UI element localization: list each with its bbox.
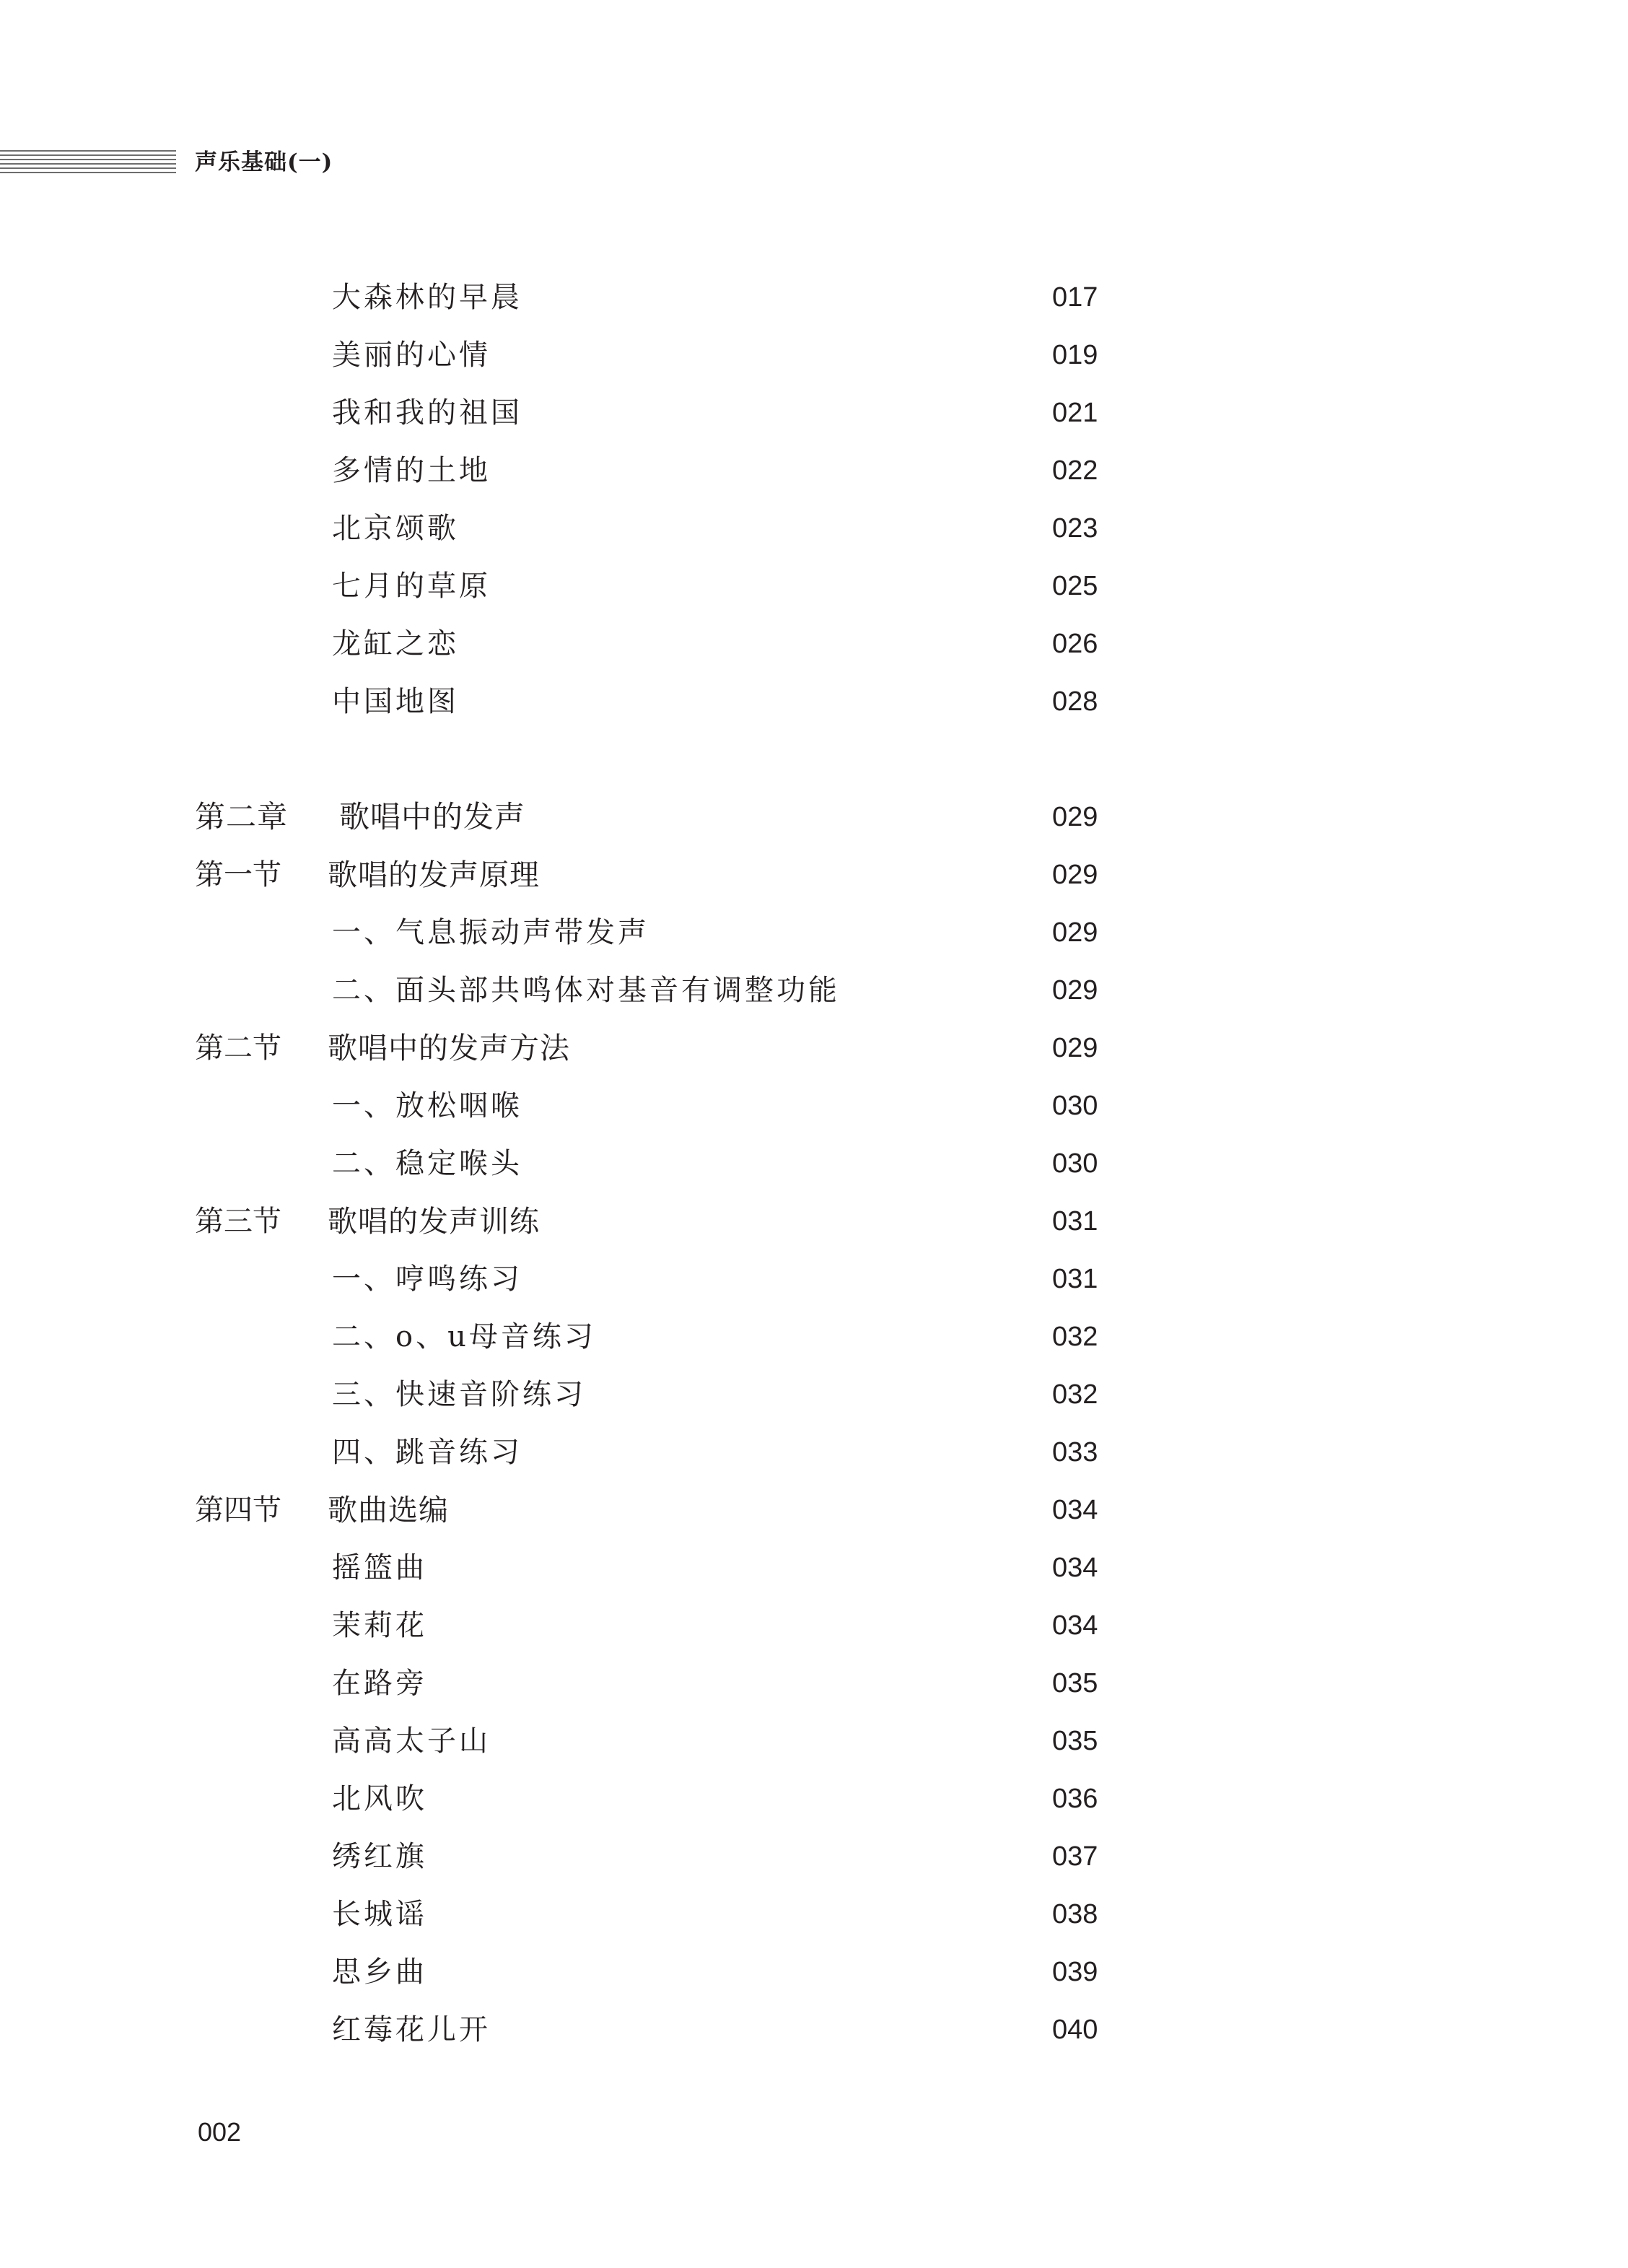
- dot-leader: [596, 1373, 1051, 1416]
- toc-entry-title: 我和我的祖国: [332, 396, 522, 429]
- toc-entry-body: [328, 853, 1108, 897]
- toc-entry-title: 龙缸之恋: [332, 627, 459, 660]
- dot-leader: [501, 564, 1051, 608]
- toc-entry-page: 036: [1052, 1784, 1098, 1814]
- toc-entry-page: 035: [1052, 1668, 1098, 1698]
- toc-entry-title: 多情的土地: [332, 454, 491, 487]
- toc-entry-body: [332, 1084, 1108, 1128]
- toc-entry[interactable]: [0, 1431, 1628, 1474]
- toc-entry[interactable]: [0, 507, 1628, 550]
- running-head: [0, 147, 505, 178]
- toc-entry-page: 031: [1052, 1206, 1098, 1237]
- toc-entry[interactable]: [0, 795, 1628, 839]
- toc-entry-body: [332, 1257, 1108, 1301]
- toc-entry-page: 029: [1052, 917, 1098, 948]
- dot-leader: [469, 507, 1051, 550]
- toc-entry-title: 北风吹: [332, 1782, 427, 1815]
- toc-entry-page: 030: [1052, 1148, 1098, 1179]
- toc-entry-body: [332, 507, 1108, 550]
- dot-leader: [501, 1719, 1051, 1763]
- toc-entry-title: 七月的草原: [332, 570, 491, 603]
- dot-leader: [437, 1777, 1051, 1820]
- dot-leader: [501, 333, 1051, 377]
- toc-entry[interactable]: [0, 911, 1628, 954]
- toc-entry-page: 039: [1052, 1957, 1098, 1987]
- toc-entry-page: 032: [1052, 1322, 1098, 1352]
- dot-leader: [437, 1604, 1051, 1647]
- toc-entry-page: 038: [1052, 1899, 1098, 1929]
- toc-entry-title: 在路旁: [332, 1667, 427, 1700]
- toc-entry-title: 美丽的心情: [332, 339, 491, 372]
- toc-entry-page: 021: [1052, 398, 1098, 428]
- toc-entry-page: 028: [1052, 686, 1098, 717]
- toc-entry-title: 一、哼鸣练习: [332, 1262, 522, 1296]
- toc-entry-page: 035: [1052, 1726, 1098, 1756]
- dot-leader: [501, 449, 1051, 492]
- toc-entry-body: [332, 1893, 1108, 1936]
- toc-entry-title: 二、稳定喉头: [332, 1147, 522, 1180]
- toc-entry-page: 034: [1052, 1495, 1098, 1525]
- section-number: 第四节: [195, 1493, 281, 1527]
- dot-leader: [469, 680, 1051, 723]
- toc-entry-page: 040: [1052, 2015, 1098, 2045]
- toc-entry-title: 一、气息振动声带发声: [332, 916, 649, 949]
- toc-entry-body: [332, 449, 1108, 492]
- dot-leader: [437, 1950, 1051, 1994]
- dot-leader: [459, 1488, 1051, 1532]
- toc-entry-page: 026: [1052, 629, 1098, 659]
- dot-leader: [469, 622, 1051, 666]
- toc-entry-title: 摇篮曲: [332, 1551, 427, 1584]
- toc-entry-page: 023: [1052, 513, 1098, 544]
- dot-leader: [850, 969, 1051, 1012]
- toc-entry-title: 绣红旗: [332, 1840, 427, 1873]
- toc-entry[interactable]: [0, 391, 1628, 435]
- toc-entry-title: 歌唱的发声原理: [328, 858, 540, 892]
- toc-entry-body: [332, 680, 1108, 723]
- section-number: 第一节: [195, 858, 281, 891]
- toc-entry[interactable]: [0, 449, 1628, 492]
- toc-entry[interactable]: [0, 1662, 1628, 1705]
- toc-entry-body: [332, 564, 1108, 608]
- dot-leader: [533, 1257, 1051, 1301]
- toc-entry-title: 歌曲选编: [328, 1493, 449, 1527]
- toc-entry[interactable]: [0, 1546, 1628, 1589]
- chapter-number: 第二章: [195, 799, 289, 834]
- toc-entry-page: 025: [1052, 571, 1098, 601]
- toc-entry-page: 029: [1052, 860, 1098, 890]
- toc-entry-body: [332, 1950, 1108, 1994]
- dot-leader: [550, 853, 1051, 897]
- running-head-title: 声乐基础(一): [195, 149, 333, 175]
- toc-entry[interactable]: [0, 1893, 1628, 1936]
- toc-entry-page: 017: [1052, 282, 1098, 313]
- dot-leader: [535, 795, 1051, 839]
- dot-leader: [533, 276, 1051, 319]
- toc-entry-title: 中国地图: [332, 685, 459, 718]
- toc-entry-body: [332, 333, 1108, 377]
- toc-entry-title: 二、o、u母音练习: [332, 1320, 596, 1353]
- toc-entry[interactable]: [0, 1604, 1628, 1647]
- toc-entry-title: 大森林的早晨: [332, 281, 522, 314]
- dot-leader: [606, 1315, 1051, 1358]
- toc-entry[interactable]: [0, 1373, 1628, 1416]
- toc-entry-title: 一、放松咽喉: [332, 1089, 522, 1122]
- toc-entry[interactable]: [0, 853, 1628, 897]
- toc-entry-page: 019: [1052, 340, 1098, 370]
- toc-entry-title: 思乡曲: [332, 1955, 427, 1989]
- toc-entry-title: 红莓花儿开: [332, 2013, 491, 2046]
- dot-leader: [660, 911, 1051, 954]
- toc-entry-page: 031: [1052, 1264, 1098, 1294]
- toc-entry-title: 北京颂歌: [332, 512, 459, 545]
- toc-entry[interactable]: [0, 1719, 1628, 1763]
- dot-leader: [533, 1431, 1051, 1474]
- toc-entry-body: [332, 2008, 1108, 2051]
- toc-entry-title: 高高太子山: [332, 1724, 491, 1758]
- toc-entry-page: 032: [1052, 1379, 1098, 1410]
- toc-entry-body: [332, 1777, 1108, 1820]
- dot-leader: [533, 1084, 1051, 1128]
- toc-entry-title: 长城谣: [332, 1898, 427, 1931]
- toc-entry-body: [332, 1546, 1108, 1589]
- toc-entry[interactable]: [0, 2008, 1628, 2051]
- toc-entry-page: 034: [1052, 1553, 1098, 1583]
- toc-entry-body: [332, 1662, 1108, 1705]
- toc-entry[interactable]: [0, 1084, 1628, 1128]
- toc-entry[interactable]: [0, 1488, 1628, 1532]
- toc-entry-page: 033: [1052, 1437, 1098, 1467]
- toc-entry-body: [332, 969, 1108, 1012]
- toc-entry-title: 三、快速音阶练习: [332, 1378, 586, 1411]
- toc-entry-body: [332, 622, 1108, 666]
- toc-entry-title: 歌唱中的发声方法: [328, 1031, 570, 1065]
- dot-leader: [437, 1546, 1051, 1589]
- toc-entry[interactable]: [0, 1835, 1628, 1878]
- dot-leader: [437, 1893, 1051, 1936]
- toc-entry-page: 029: [1052, 802, 1098, 832]
- toc-entry[interactable]: [0, 969, 1628, 1012]
- dot-leader: [533, 391, 1051, 435]
- toc-entry-page: 034: [1052, 1610, 1098, 1641]
- toc-entry-body: [328, 1488, 1108, 1532]
- dot-leader: [550, 1200, 1051, 1243]
- dot-leader: [437, 1835, 1051, 1878]
- toc-entry[interactable]: [0, 564, 1628, 608]
- toc-entry-title: 歌唱中的发声: [339, 799, 526, 834]
- toc-entry-body: [332, 276, 1108, 319]
- dot-leader: [580, 1026, 1051, 1070]
- toc-entry-body: [332, 1373, 1108, 1416]
- toc-entry-body: [332, 911, 1108, 954]
- toc-entry[interactable]: [0, 1777, 1628, 1820]
- dot-leader: [437, 1662, 1051, 1705]
- toc-entry[interactable]: [0, 276, 1628, 319]
- toc-entry-body: [339, 795, 1108, 839]
- toc-entry-body: [332, 1604, 1108, 1647]
- dot-leader: [501, 2008, 1051, 2051]
- toc-entry-title: 二、面头部共鸣体对基音有调整功能: [332, 974, 840, 1007]
- toc-entry-page: 029: [1052, 975, 1098, 1006]
- toc-entry-page: 030: [1052, 1091, 1098, 1121]
- toc-entry[interactable]: [0, 333, 1628, 377]
- dot-leader: [533, 1142, 1051, 1185]
- toc-entry[interactable]: [0, 1257, 1628, 1301]
- toc-entry-body: [332, 391, 1108, 435]
- toc-entry-title: 四、跳音练习: [332, 1436, 522, 1469]
- section-number: 第二节: [195, 1031, 281, 1065]
- page-number: 002: [198, 2117, 242, 2147]
- toc-entry-page: 037: [1052, 1841, 1098, 1872]
- toc-entry-title: 茉莉花: [332, 1609, 427, 1642]
- toc-entry-body: [332, 1315, 1108, 1358]
- toc-entry[interactable]: [0, 1200, 1628, 1243]
- toc-entry-body: [332, 1431, 1108, 1474]
- toc-entry[interactable]: [0, 1315, 1628, 1358]
- toc-entry-page: 022: [1052, 455, 1098, 486]
- toc-entry[interactable]: [0, 1142, 1628, 1185]
- header-rule-lines: [0, 150, 176, 175]
- toc-entry[interactable]: [0, 1026, 1628, 1070]
- section-number: 第三节: [195, 1205, 281, 1238]
- toc-entry[interactable]: [0, 680, 1628, 723]
- toc-entry-page: 029: [1052, 1033, 1098, 1063]
- toc-entry[interactable]: [0, 622, 1628, 666]
- toc-entry-title: 歌唱的发声训练: [328, 1204, 540, 1239]
- toc-entry-body: [332, 1142, 1108, 1185]
- toc-entry-body: [328, 1200, 1108, 1243]
- toc-entry-body: [332, 1719, 1108, 1763]
- toc-entry-body: [332, 1835, 1108, 1878]
- toc-entry-body: [328, 1026, 1108, 1070]
- toc-entry[interactable]: [0, 1950, 1628, 1994]
